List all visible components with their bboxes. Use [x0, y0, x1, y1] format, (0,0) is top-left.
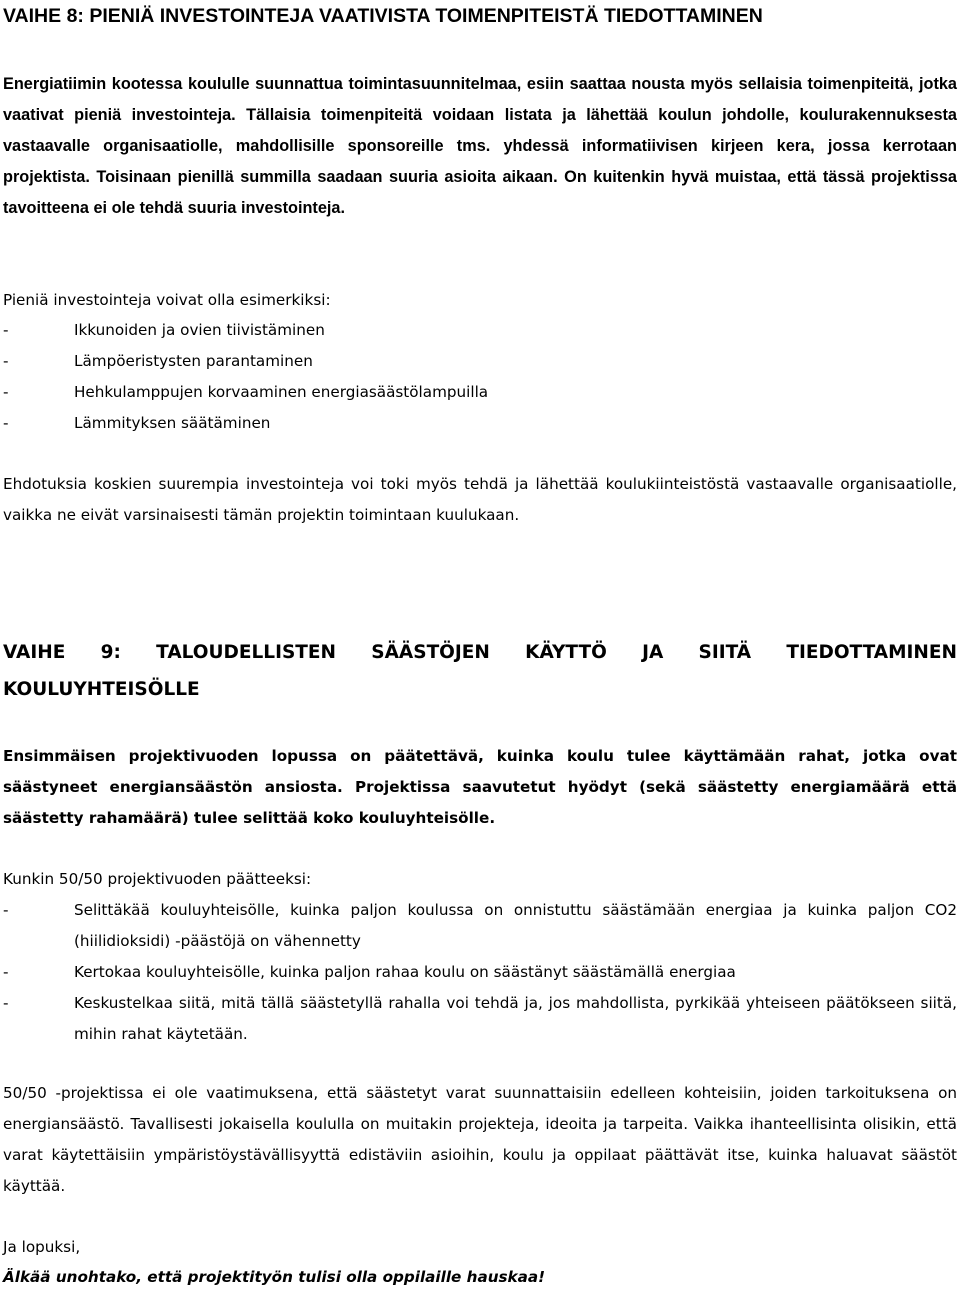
vaihe9-heading-line1 [3, 634, 957, 671]
list-dash: - [3, 963, 9, 981]
vaihe9-list-title: Kunkin 50/50 projektivuoden päätteeksi: [3, 870, 312, 888]
list-dash: - [3, 901, 9, 919]
list-item-text: Hehkulamppujen korvaaminen energiasäästölampuilla [74, 383, 489, 401]
vaihe8-heading: VAIHE 8: PIENIÄ INVESTOINTEJA VAATIVISTA TOIMENPITEISTÄ TIEDOTTAMINEN [3, 5, 763, 27]
sign-off: Ja lopuksi, [3, 1238, 81, 1256]
heading-word: TALOUDELLISTEN [156, 642, 337, 663]
vaihe9-heading [3, 634, 957, 708]
heading-word: SIITÄ [698, 642, 752, 663]
list-item [3, 377, 957, 408]
heading-word: SÄÄSTÖJEN [371, 642, 490, 663]
list-item [3, 988, 957, 1050]
list-dash: - [3, 352, 9, 370]
final-note: Älkää unohtako, että projektityön tulisi olla oppilaille hauskaa! [3, 1268, 546, 1286]
vaihe8-closing-paragraph: Ehdotuksia koskien suurempia investointeja voi toki myös tehdä ja lähettää koulukiinteistöstä vastaavalle organisaatiolle, vaikka ne eivät varsinaisesti tämän projektin toimintaan kuulukaan. [3, 475, 957, 524]
list-item-text: Ikkunoiden ja ovien tiivistäminen [74, 321, 325, 339]
vaihe9-heading-line2: KOULUYHTEISÖLLE [3, 679, 200, 700]
heading-word: JA [642, 642, 664, 663]
heading-word: VAIHE [3, 642, 66, 663]
vaihe8-list [3, 315, 957, 439]
vaihe8-intro-paragraph: Energiatiimin kootessa koululle suunnattua toimintasuunnitelmaa, esiin saattaa nousta myös sellaisia toimenpiteitä, jotka vaativat pieniä investointeja. Tällaisia toimenpiteitä voidaan listata ja lähettää koulun johdolle, koulurakennuksesta vastaavalle organisaatiolle, mahdollisille sponsoreille tms. yhdessä informatiivisen kirjeen kera, jossa kerrotaan projektista. Toisinaan pienillä summilla saadaan suuria asioita aikaan. On kuitenkin hyvä muistaa, että tässä projektissa tavoitteena ei ole tehdä suuria investointeja. [3, 75, 957, 217]
list-item [3, 895, 957, 957]
list-item [3, 315, 957, 346]
vaihe9-intro-paragraph: Ensimmäisen projektivuoden lopussa on päätettävä, kuinka koulu tulee käyttämään rahat, jotka ovat säästyneet energiansäästön ansiosta. Projektissa saavutetut hyödyt (sekä säästetty energiamäärä että säästetty rahamäärä) tulee selittää koko kouluyhteisölle. [3, 747, 957, 827]
list-item-text: Keskustelkaa siitä, mitä tällä säästetyllä rahalla voi tehdä ja, jos mahdollista, pyrkikää yhteiseen päätökseen siitä, mihin rahat käytetään. [74, 994, 957, 1043]
list-dash: - [3, 414, 9, 432]
list-item [3, 408, 957, 439]
list-item-text: Lämmityksen säätäminen [74, 414, 271, 432]
heading-word: KÄYTTÖ [525, 642, 607, 663]
list-item-text: Selittäkää kouluyhteisölle, kuinka paljon koulussa on onnistuttu säästämään energiaa ja kuinka paljon CO2 (hiilidioksidi) -päästöjä on vähennetty [74, 901, 957, 950]
heading-word: 9: [100, 642, 121, 663]
list-dash: - [3, 994, 9, 1012]
list-dash: - [3, 321, 9, 339]
vaihe9-list [3, 895, 957, 1050]
vaihe9-paragraph: 50/50 -projektissa ei ole vaatimuksena, että säästetyt varat suunnattaisiin edelleen kohteisiin, joiden tarkoituksena on energiansäästö. Tavallisesti jokaisella koululla on muitakin projekteja, ideoita ja tarpeita. Vaikka ihanteellisinta olisikin, että varat käytettäisiin ympäristöystävällisyyttä edistäviin asioihin, koulu ja oppilaat päättävät itse, kuinka haluavat säästöt käyttää. [3, 1084, 957, 1195]
heading-word: TIEDOTTAMINEN [786, 642, 957, 663]
vaihe8-list-title: Pieniä investointeja voivat olla esimerkiksi: [3, 291, 331, 309]
list-item-text: Lämpöeristysten parantaminen [74, 352, 313, 370]
list-item-text: Kertokaa kouluyhteisölle, kuinka paljon rahaa koulu on säästänyt säästämällä energiaa [74, 963, 736, 981]
list-item [3, 346, 957, 377]
list-dash: - [3, 383, 9, 401]
list-item [3, 957, 957, 988]
